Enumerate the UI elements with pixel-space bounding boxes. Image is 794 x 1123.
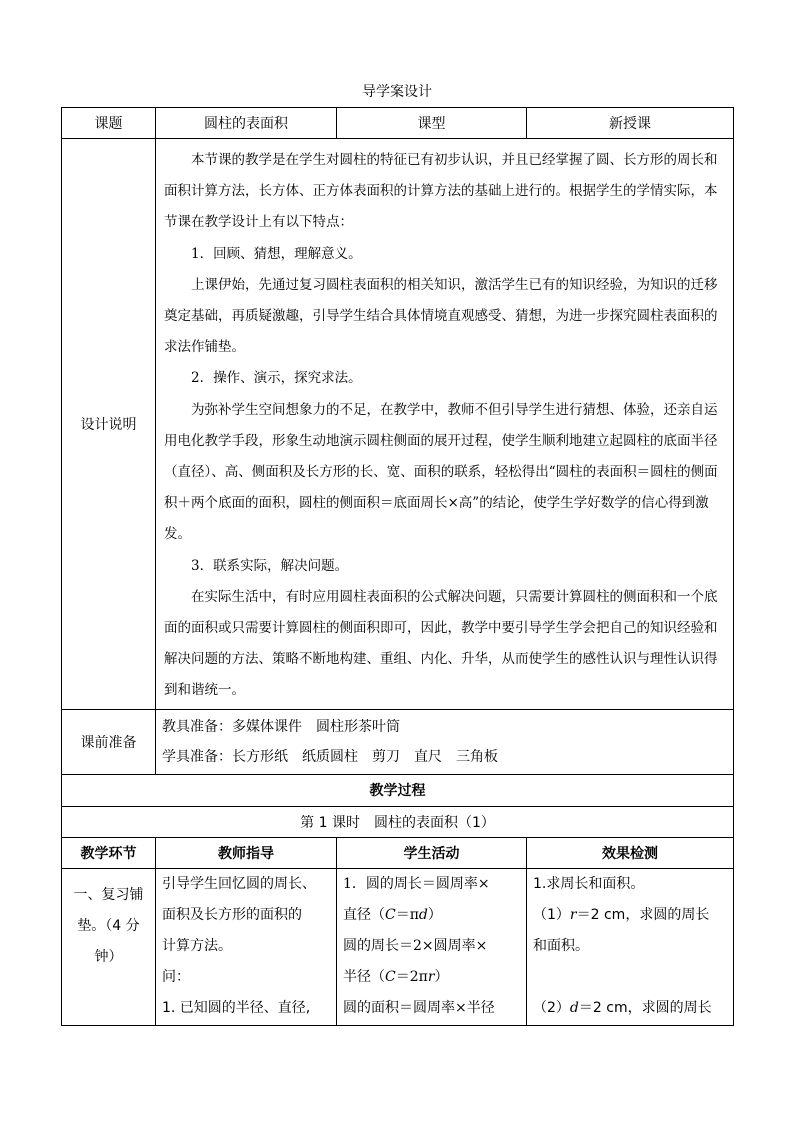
- design-content: [156, 139, 734, 710]
- step-line: 钟）: [94, 948, 123, 965]
- teacher-line: 面积及长方形的面积的: [162, 906, 302, 923]
- design-paragraph: 在实际生活中，有时应用圆柱表面积的公式解决问题，只需要计算圆柱的侧面积和一个底面的面积或只需要计算圆柱的侧面积即可，因此，教学中要引导学生学会把自己的知识经验和解决问题的方法、策略不断地构建、重组、内化、升华，从而使学生的感性认识与理性认识得到和谐统一。: [164, 588, 718, 699]
- student-line: 圆的周长＝2×圆周率×: [343, 937, 488, 954]
- teacher-line: 计算方法。: [162, 937, 232, 954]
- step-line: 垫。（4 分: [77, 917, 140, 934]
- design-row: [62, 139, 734, 710]
- teacher-line: 1. 已知圆的半径、直径,: [162, 999, 311, 1016]
- col-header-teacher: 教师指导: [156, 837, 337, 868]
- process-title-row: [62, 774, 734, 806]
- design-paragraph: 为弥补学生空间想象力的不足，在教学中，教师不但引导学生进行猜想、体验，还亲自运用电化教学手段，形象生动地演示圆柱侧面的展开过程，使学生顺利地建立起圆柱的底面半径（直径）、高、侧面积及长方形的长、宽、面积的联系，轻松得出“圆柱的表面积＝圆柱的侧面积＋两个底面的面积，圆柱的侧面积＝底面周长×高”的结论，使学生学好数学的信心得到激发。: [164, 401, 718, 543]
- process-title: 教学过程: [62, 774, 734, 806]
- student-line: 直径（C＝πd）: [343, 906, 442, 923]
- check-cell: [527, 868, 734, 1025]
- step-line: 一、复习铺: [73, 886, 144, 903]
- student-line: 圆的面积＝圆周率×半径: [343, 999, 495, 1016]
- header-row: [62, 108, 734, 139]
- teacher-cell: [156, 868, 337, 1025]
- prep-label: 课前准备: [62, 709, 156, 774]
- col-header-check: 效果检测: [527, 837, 734, 868]
- check-line: 1.求周长和面积。: [533, 875, 645, 892]
- col-header-student: 学生活动: [337, 837, 527, 868]
- design-point-2: 2．操作、演示，探究求法。: [191, 370, 362, 387]
- design-label: 设计说明: [62, 139, 156, 710]
- check-line: 和面积。: [533, 937, 589, 954]
- student-line: 半径（C＝2πr）: [343, 968, 449, 985]
- type-label: 课型: [337, 108, 527, 139]
- col-header-step: 教学环节: [62, 837, 156, 868]
- design-paragraph: 上课伊始，先通过复习圆柱表面积的相关知识，激活学生已有的知识经验，为知识的迁移奠定基础，再质疑激趣，引导学生结合具体情境直观感受、猜想，为进一步探究圆柱表面积的求法作铺垫。: [164, 276, 718, 356]
- design-point-1: 1．回顾、猜想，理解意义。: [191, 245, 362, 262]
- teacher-line: 问：: [162, 968, 190, 985]
- design-paragraph: 本节课的教学是在学生对圆柱的特征已有初步认识，并且已经掌握了圆、长方形的周长和面积计算方法，长方体、正方体表面积的计算方法的基础上进行的。根据学生的学情实际，本节课在教学设计上有以下特点：: [164, 152, 718, 231]
- topic-value: 圆柱的表面积: [156, 108, 337, 139]
- lesson-row: [62, 806, 734, 837]
- prep-content: [156, 709, 734, 774]
- student-prep: 学具准备：长方形纸 纸质圆柱 剪刀 直尺 三角板: [162, 748, 498, 765]
- topic-label: 课题: [62, 108, 156, 139]
- teacher-prep: 教具准备：多媒体课件 圆柱形茶叶筒: [162, 718, 400, 735]
- design-point-3: 3．联系实际，解决问题。: [191, 557, 349, 574]
- teacher-line: 引导学生回忆圆的周长、: [162, 875, 316, 892]
- document-title: 导学案设计: [362, 84, 432, 100]
- check-line: （1）r＝2 cm，求圆的周长: [533, 906, 710, 923]
- column-header-row: [62, 837, 734, 868]
- step-cell: [62, 868, 156, 1025]
- student-line: 1．圆的周长＝圆周率×: [343, 875, 490, 892]
- lesson-title: 第 1 课时 圆柱的表面积（1）: [62, 806, 734, 837]
- lesson-plan-table: [61, 107, 734, 1026]
- review-row: [62, 868, 734, 1025]
- prep-row: [62, 709, 734, 774]
- check-line: （2）d＝2 cm，求圆的周长: [533, 999, 712, 1016]
- student-cell: [337, 868, 527, 1025]
- type-value: 新授课: [527, 108, 734, 139]
